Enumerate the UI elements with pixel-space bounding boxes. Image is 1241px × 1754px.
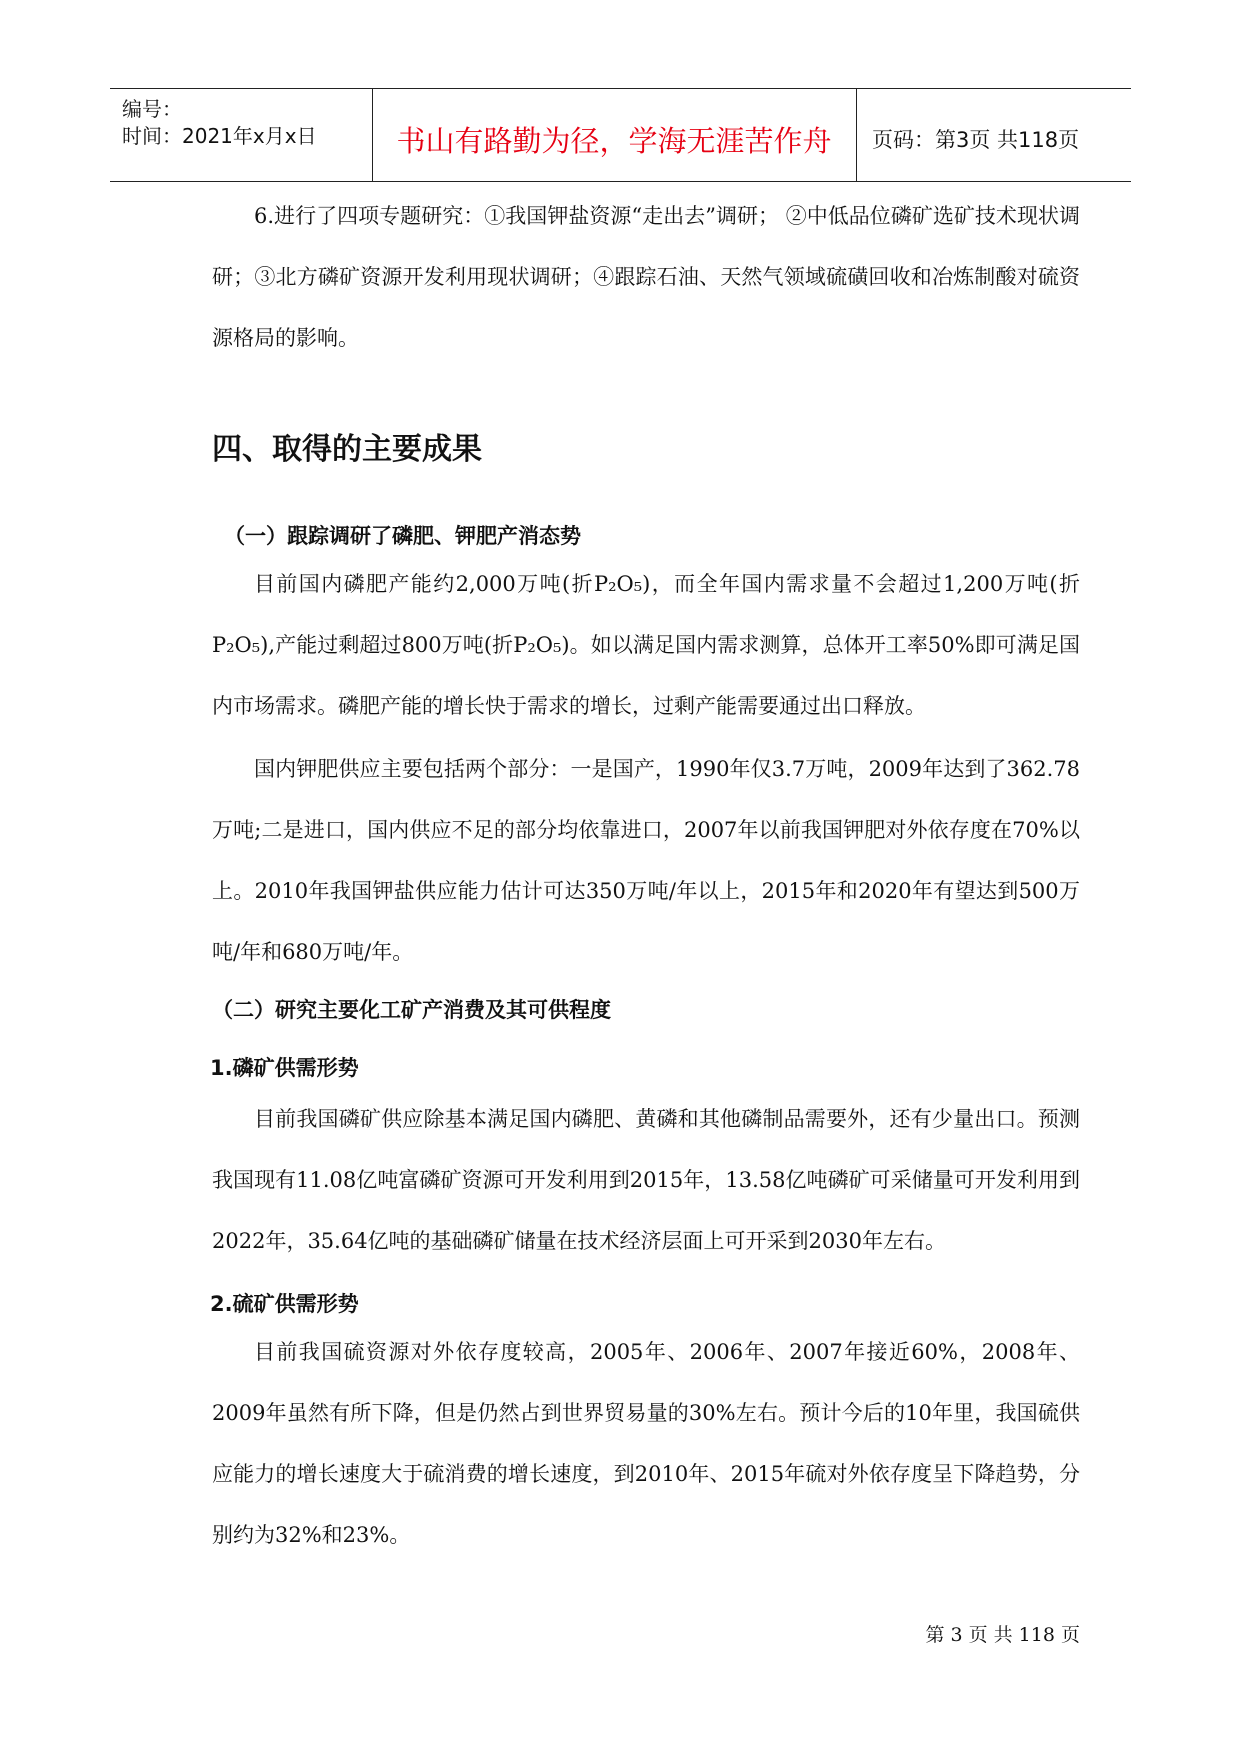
document-time-label: 时间：2021年x月x日 <box>122 124 317 148</box>
header-motto-cell <box>372 89 857 181</box>
header-page-code: 页码：第3页 共118页 <box>872 128 1080 152</box>
header-motto: 书山有路勤为径，学海无涯苦作舟 <box>396 124 832 158</box>
item-heading-2: 2.硫矿供需形势 <box>210 1292 359 1316</box>
paragraph-phosphate-fertilizer: 目前国内磷肥产能约2,000万吨(折P₂O₅)，而全年国内需求量不会超过1,200万吨(折P₂O₅),产能过剩超过800万吨(折P₂O₅)。如以满足国内需求测算，总体开工率50%即可满足国内市场需求。磷肥产能的增长快于需求的增长，过剩产能需要通过出口释放。 <box>212 572 1080 718</box>
document-number-label: 编号： <box>122 97 182 121</box>
paragraph-item-6: 6.进行了四项专题研究：①我国钾盐资源“走出去”调研； ②中低品位磷矿选矿技术现状调研；③北方磷矿资源开发利用现状调研；④跟踪石油、天然气领域硫磺回收和冶炼制酸对硫资源格局的影响。 <box>212 204 1080 350</box>
header-page-cell <box>856 89 1131 181</box>
section-heading-4: 四、取得的主要成果 <box>212 432 482 467</box>
paragraph-sulfur-ore: 目前我国硫资源对外依存度较高，2005年、2006年、2007年接近60%，2008年、2009年虽然有所下降，但是仍然占到世界贸易量的30%左右。预计今后的10年里，我国硫供应能力的增长速度大于硫消费的增长速度，到2010年、2015年硫对外依存度呈下降趋势，分别约为32%和23%。 <box>212 1340 1080 1547</box>
page-header <box>110 88 1131 182</box>
page-footer-number: 第 3 页 共 118 页 <box>925 1624 1080 1646</box>
paragraph-potash-fertilizer: 国内钾肥供应主要包括两个部分：一是国产，1990年仅3.7万吨，2009年达到了362.78万吨;二是进口，国内供应不足的部分均依靠进口，2007年以前我国钾肥对外依存度在70%以上。2010年我国钾盐供应能力估计可达350万吨/年以上，2015年和2020年有望达到500万吨/年和680万吨/年。 <box>212 757 1080 964</box>
item-heading-1: 1.磷矿供需形势 <box>210 1056 359 1080</box>
header-meta-cell <box>110 89 373 181</box>
subsection-heading-1: （一）跟踪调研了磷肥、钾肥产消态势 <box>224 524 581 548</box>
subsection-heading-2: （二）研究主要化工矿产消费及其可供程度 <box>212 998 611 1022</box>
paragraph-phosphate-ore: 目前我国磷矿供应除基本满足国内磷肥、黄磷和其他磷制品需要外，还有少量出口。预测我国现有11.08亿吨富磷矿资源可开发利用到2015年，13.58亿吨磷矿可采储量可开发利用到2022年，35.64亿吨的基础磷矿储量在技术经济层面上可开采到2030年左右。 <box>212 1107 1080 1253</box>
